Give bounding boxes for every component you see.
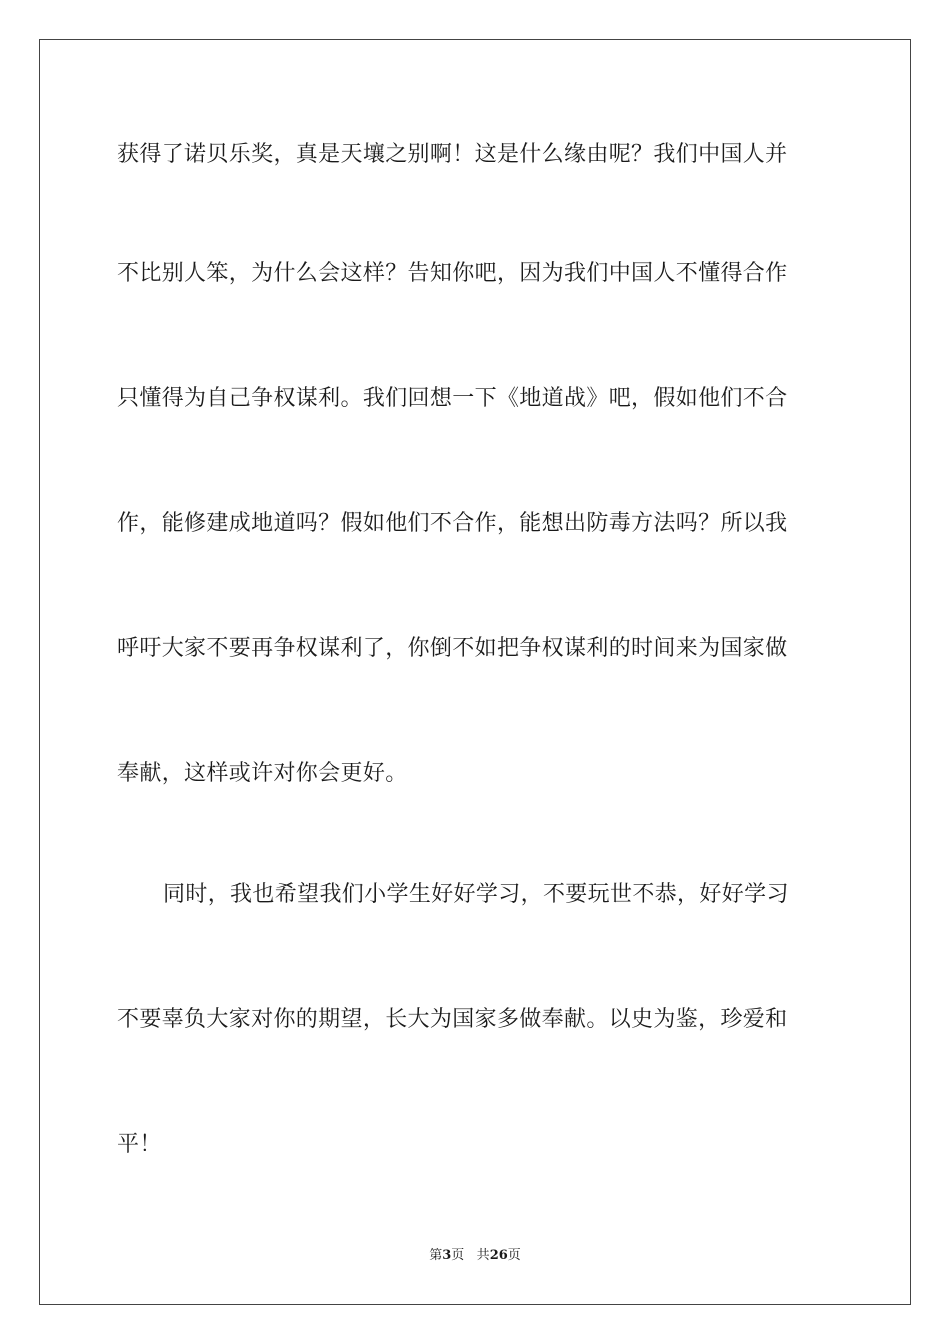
paragraph-1-line-1: 获得了诺贝乐奖，真是天壤之别啊！这是什么缘由呢？我们中国人并 — [117, 142, 788, 167]
paragraph-1-line-5: 呼吁大家不要再争权谋利了，你倒不如把争权谋利的时间来为国家做 — [117, 636, 788, 661]
paragraph-1-line-2: 不比别人笨，为什么会这样？告知你吧，因为我们中国人不懂得合作 — [117, 261, 788, 286]
footer-total-suffix: 页 — [507, 1248, 521, 1263]
footer-total-prefix: 共 — [476, 1248, 490, 1263]
footer-total-pages: 26 — [489, 1248, 508, 1263]
footer-page-prefix: 第 — [429, 1248, 443, 1263]
paragraph-2-line-1: 同时，我也希望我们小学生好好学习，不要玩世不恭，好好学习 — [163, 882, 789, 907]
paragraph-1-line-3: 只懂得为自己争权谋利。我们回想一下《地道战》吧，假如他们不合 — [117, 386, 788, 411]
page-border — [39, 39, 911, 1305]
paragraph-2-line-2: 不要辜负大家对你的期望，长大为国家多做奉献。以史为鉴，珍爱和 — [117, 1007, 788, 1032]
footer-page-number: 3 — [442, 1248, 452, 1263]
page-footer — [0, 1248, 950, 1264]
paragraph-1-line-6: 奉献，这样或许对你会更好。 — [117, 761, 408, 786]
paragraph-2-line-3: 平！ — [117, 1132, 162, 1157]
paragraph-1-line-4: 作，能修建成地道吗？假如他们不合作，能想出防毒方法吗？所以我 — [117, 511, 788, 536]
footer-page-suffix: 页 — [451, 1248, 465, 1263]
